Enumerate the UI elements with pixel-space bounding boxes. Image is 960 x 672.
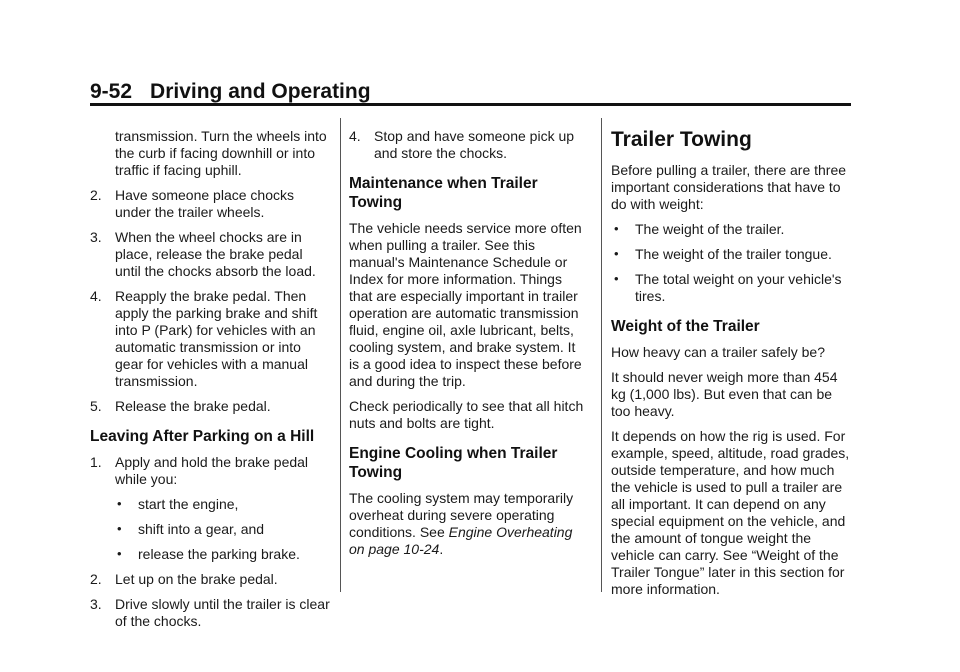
column-3 <box>611 128 851 606</box>
bullet-text: The weight of the trailer tongue. <box>635 246 832 262</box>
bullet-item <box>90 496 330 513</box>
step-text: When the wheel chocks are in place, release the brake pedal until the chocks absorb the load. <box>115 229 316 279</box>
bullet-text: start the engine, <box>138 496 239 512</box>
maintenance-paragraph-1: The vehicle needs service more often when pulling a trailer. See this manual's Maintenance Schedule or Index for more information. Things that are especially important in trailer operation are automatic transmission fluid, engine oil, axle lubricant, belts, cooling system, and brake system. It is a good idea to inspect these before and during the trip. <box>349 220 582 389</box>
list-item <box>90 398 330 415</box>
column-divider-2 <box>601 118 602 592</box>
step-number: 2. <box>90 187 102 203</box>
bullet-icon: • <box>614 246 619 261</box>
header-rule <box>90 103 851 106</box>
continuation-text: transmission. Turn the wheels into the curb if facing downhill or into traffic if facing uphill. <box>115 128 327 178</box>
bullet-icon: • <box>117 546 122 561</box>
bullet-icon: • <box>117 521 122 536</box>
maintenance-paragraph-2: Check periodically to see that all hitch nuts and bolts are tight. <box>349 398 584 431</box>
list-item <box>90 596 330 630</box>
list-item <box>90 288 330 390</box>
step-number: 1. <box>90 454 102 470</box>
weight-paragraph-1: How heavy can a trailer safely be? <box>611 344 825 360</box>
column-1 <box>90 128 330 638</box>
cooling-paragraph <box>349 490 589 558</box>
list-item <box>90 571 330 588</box>
step-number: 4. <box>90 288 102 304</box>
bullet-text: shift into a gear, and <box>138 521 265 537</box>
column-divider-1 <box>340 118 341 592</box>
step-text: Have someone place chocks under the trailer wheels. <box>115 187 294 220</box>
step-text: Reapply the brake pedal. Then apply the parking brake and shift into P (Park) for vehicles with an automatic transmission or into gear for vehicles with a manual transmission. <box>115 288 318 389</box>
bullet-icon: • <box>614 221 619 236</box>
cooling-reference-link[interactable]: Engine Overheating on page 10-24 <box>349 524 573 557</box>
column-2 <box>349 128 589 566</box>
step-text: Let up on the brake pedal. <box>115 571 278 587</box>
list-item <box>349 128 589 162</box>
bullet-item <box>90 546 330 563</box>
cooling-text: The cooling system may temporarily overheat during severe operating conditions. See <box>349 490 574 540</box>
step-text: Drive slowly until the trailer is clear of the chocks. <box>115 596 330 629</box>
step-number: 3. <box>90 596 102 612</box>
cooling-heading: Engine Cooling when Trailer Towing <box>349 445 558 481</box>
bullet-icon: • <box>117 496 122 511</box>
list-item <box>90 454 330 488</box>
weight-paragraph-2: It should never weigh more than 454 kg (1,000 lbs). But even that can be too heavy. <box>611 369 838 419</box>
maintenance-heading: Maintenance when Trailer Towing <box>349 175 538 211</box>
bullet-text: release the parking brake. <box>138 546 300 562</box>
bullet-item <box>611 271 851 305</box>
section-title: Driving and Operating <box>150 80 371 103</box>
bullet-icon: • <box>614 271 619 286</box>
step-text: Stop and have someone pick up and store the chocks. <box>374 128 575 161</box>
step-number: 2. <box>90 571 102 587</box>
weight-heading: Weight of the Trailer <box>611 318 760 335</box>
bullet-item <box>611 221 851 238</box>
step-text: Apply and hold the brake pedal while you: <box>115 454 309 487</box>
step-number: 4. <box>349 128 361 144</box>
intro-paragraph: Before pulling a trailer, there are three important considerations that have to do with weight: <box>611 162 847 212</box>
weight-paragraph-3: It depends on how the rig is used. For example, speed, altitude, road grades, outside temperature, and how much the vehicle is used to pull a trailer are all important. It can depend on any special equipment on the vehicle, and the amount of tongue weight the vehicle can carry. See “Weight of the Trailer Tongue” later in this section for more information. <box>611 428 850 597</box>
leaving-heading: Leaving After Parking on a Hill <box>90 428 315 445</box>
bullet-text: The total weight on your vehicle's tires. <box>635 271 842 304</box>
bullet-item <box>611 246 851 263</box>
cooling-end: . <box>439 541 444 557</box>
step-number: 3. <box>90 229 102 245</box>
trailer-towing-heading: Trailer Towing <box>611 128 752 151</box>
page-header <box>90 80 371 104</box>
list-item <box>90 229 330 280</box>
step-text: Release the brake pedal. <box>115 398 271 414</box>
list-item <box>90 187 330 221</box>
bullet-item <box>90 521 330 538</box>
bullet-text: The weight of the trailer. <box>635 221 785 237</box>
step-number: 5. <box>90 398 102 414</box>
page-number: 9-52 <box>90 80 133 103</box>
